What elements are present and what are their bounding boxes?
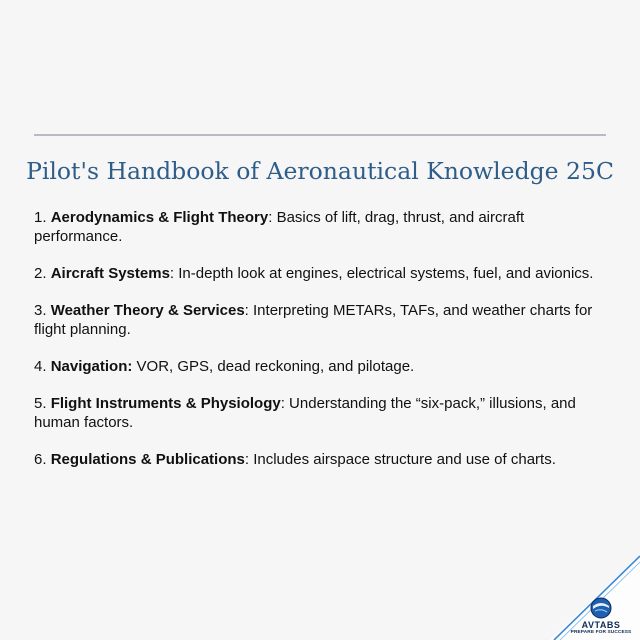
list-item — [34, 301, 612, 339]
topic-list — [34, 208, 612, 487]
item-description: VOR, GPS, dead reckoning, and pilotage. — [132, 358, 415, 375]
top-divider — [34, 134, 606, 136]
item-heading: Weather Theory & Services — [50, 302, 245, 319]
item-separator: : — [244, 302, 249, 319]
item-number: 3. — [34, 302, 47, 319]
brand-name: AVTABS — [581, 620, 621, 630]
item-description: Interpreting METARs, TAFs, and weather charts for flight planning. — [34, 302, 593, 338]
brand-tagline: PREPARE FOR SUCCESS — [570, 630, 632, 635]
item-heading: Flight Instruments & Physiology — [50, 395, 281, 412]
item-number: 5. — [34, 395, 47, 412]
item-description: Understanding the “six-pack,” illusions, and human factors. — [34, 395, 576, 431]
item-separator: : — [244, 451, 250, 468]
list-item — [34, 357, 612, 376]
item-heading: Navigation: — [50, 358, 133, 375]
item-description: In-depth look at engines, electrical systems, fuel, and avionics. — [174, 265, 594, 282]
item-number: 6. — [34, 451, 47, 468]
list-item — [34, 450, 612, 469]
list-item — [34, 264, 612, 283]
item-separator: : — [268, 209, 273, 226]
item-number: 4. — [34, 358, 47, 375]
list-item — [34, 208, 612, 246]
globe-icon — [590, 597, 612, 619]
item-separator: : — [280, 395, 285, 412]
list-item — [34, 394, 612, 432]
item-heading: Aerodynamics & Flight Theory — [50, 209, 269, 226]
item-description: Includes airspace structure and use of charts. — [249, 451, 556, 468]
page-title: Pilot's Handbook of Aeronautical Knowledge 25C — [26, 157, 614, 185]
item-heading: Aircraft Systems — [50, 265, 170, 282]
item-number: 1. — [34, 209, 47, 226]
item-separator: : — [169, 265, 175, 282]
item-description: Basics of lift, drag, thrust, and aircraft performance. — [34, 209, 525, 245]
avtabs-logo — [568, 597, 634, 635]
item-heading: Regulations & Publications — [50, 451, 245, 468]
item-number: 2. — [34, 265, 47, 282]
